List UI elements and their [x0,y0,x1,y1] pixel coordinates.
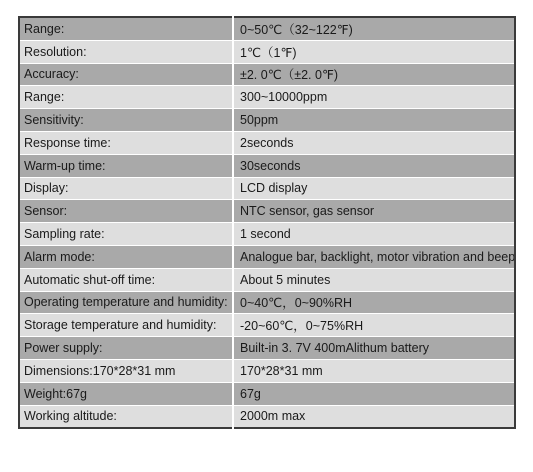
spec-label: Accuracy: [19,63,233,86]
spec-label: Range: [19,86,233,109]
spec-value: 50ppm [233,109,515,132]
spec-value: LCD display [233,177,515,200]
spec-label: Warm-up time: [19,154,233,177]
table-row [19,314,515,337]
spec-value: 0~50℃（32~122℉) [233,17,515,40]
spec-label: Alarm mode: [19,245,233,268]
table-row [19,86,515,109]
spec-value: Analogue bar, backlight, motor vibration and beep [233,245,515,268]
spec-value: NTC sensor, gas sensor [233,200,515,223]
table-row [19,359,515,382]
spec-label: Display: [19,177,233,200]
table-row [19,40,515,63]
table-row [19,223,515,246]
table-row [19,177,515,200]
specifications-table-body [19,17,515,428]
spec-value: 0~40℃，0~90%RH [233,291,515,314]
spec-label: Operating temperature and humidity: [19,291,233,314]
spec-value: 1℃（1℉) [233,40,515,63]
table-row [19,337,515,360]
spec-label: Resolution: [19,40,233,63]
spec-label: Working altitude: [19,405,233,428]
spec-label: Dimensions:170*28*31 mm [19,359,233,382]
spec-value: ±2. 0℃（±2. 0℉) [233,63,515,86]
spec-value: 170*28*31 mm [233,359,515,382]
spec-value: 2000m max [233,405,515,428]
spec-value: 30seconds [233,154,515,177]
spec-label: Weight:67g [19,382,233,405]
spec-value: -20~60℃，0~75%RH [233,314,515,337]
spec-label: Storage temperature and humidity: [19,314,233,337]
table-row [19,245,515,268]
spec-label: Range: [19,17,233,40]
table-row [19,154,515,177]
spec-value: 1 second [233,223,515,246]
spec-value: About 5 minutes [233,268,515,291]
table-row [19,382,515,405]
spec-value: 2seconds [233,131,515,154]
table-row [19,291,515,314]
spec-value: 300~10000ppm [233,86,515,109]
table-row [19,200,515,223]
table-row [19,109,515,132]
spec-label: Response time: [19,131,233,154]
specifications-table [18,16,516,429]
spec-value: Built-in 3. 7V 400mAlithum battery [233,337,515,360]
spec-label: Power supply: [19,337,233,360]
spec-label: Sensor: [19,200,233,223]
spec-value: 67g [233,382,515,405]
table-row [19,17,515,40]
table-row [19,268,515,291]
spec-label: Sensitivity: [19,109,233,132]
spec-label: Automatic shut-off time: [19,268,233,291]
table-row [19,131,515,154]
table-row [19,63,515,86]
table-row [19,405,515,428]
spec-label: Sampling rate: [19,223,233,246]
